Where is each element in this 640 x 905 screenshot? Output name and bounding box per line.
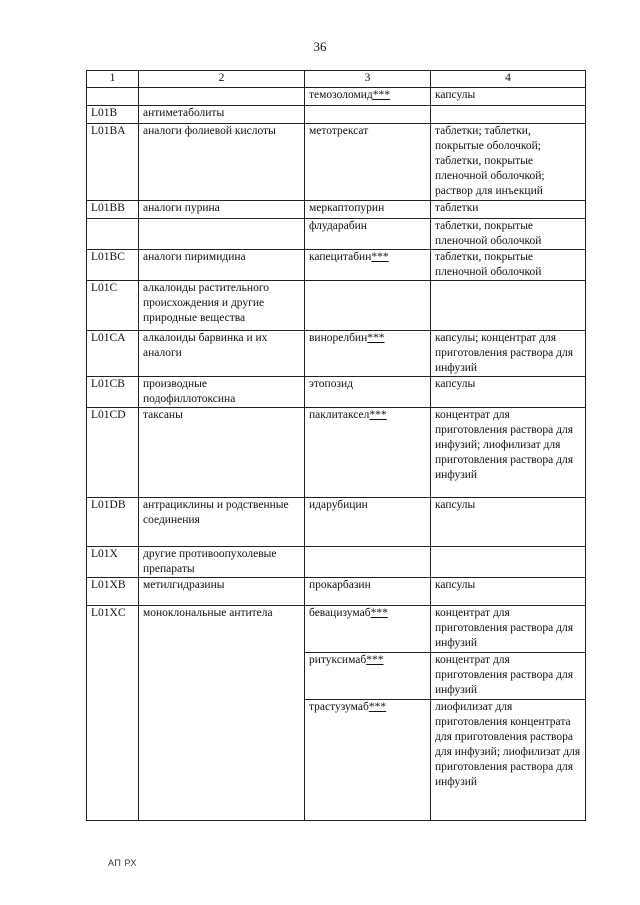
table-row [87,377,586,408]
drug-name-cell [305,408,431,498]
table-row [87,124,586,201]
pharmacological-group: моноклональные антитела [139,606,305,821]
atc-code [87,219,139,250]
atc-code: L01CD [87,408,139,498]
table-row [87,547,586,578]
drug-name-cell [305,281,431,331]
drug-name-cell [305,88,431,106]
drug-name-cell [305,106,431,124]
pharmacological-group: аналоги фолиевой кислоты [139,124,305,201]
column-header-4: 4 [431,71,586,88]
dosage-form: таблетки [431,201,586,219]
dosage-form: капсулы [431,88,586,106]
drug-name-cell [305,124,431,201]
dosage-form: капсулы [431,578,586,606]
atc-code: L01CB [87,377,139,408]
pharmacological-group: аналоги пурина [139,201,305,219]
drug-name: темозоломид [309,89,373,101]
drug-name: меркаптопурин [309,202,385,214]
table-row [87,250,586,281]
atc-code: L01XB [87,578,139,606]
atc-code [87,88,139,106]
drug-name-cell [305,201,431,219]
pharmacological-group: аналоги пиримидина [139,250,305,281]
drug-mark: *** [367,332,385,344]
table-row [87,106,586,124]
atc-code: L01CA [87,331,139,377]
drug-name: паклитаксел [309,409,370,421]
atc-code: L01BA [87,124,139,201]
drug-mark: *** [370,607,388,619]
drug-name-cell [305,700,431,821]
footer-mark: АП РХ [108,858,137,868]
drug-name-cell [305,606,431,653]
atc-code: L01B [87,106,139,124]
drug-name: капецитабин [309,251,372,263]
table-row [87,88,586,106]
column-header-2: 2 [139,71,305,88]
dosage-form [431,547,586,578]
drug-name: винорелбин [309,332,368,344]
pharmacological-group [139,88,305,106]
dosage-form: концентрат для приготовления раствора для инфузий; лиофилизат для приготовления раствора для инфузий [431,408,586,498]
drug-name-cell [305,219,431,250]
pharmacological-group: антиметаболиты [139,106,305,124]
dosage-form: капсулы; концентрат для приготовления раствора для инфузий [431,331,586,377]
drug-mark: *** [371,251,389,263]
pharmacological-group [139,219,305,250]
drug-name-cell [305,331,431,377]
drug-table [86,70,586,821]
drug-name-cell [305,250,431,281]
pharmacological-group: таксаны [139,408,305,498]
drug-name: метотрексат [309,125,369,137]
drug-name: ритуксимаб [309,654,367,666]
pharmacological-group: алкалоиды барвинка и их аналоги [139,331,305,377]
atc-code: L01DB [87,498,139,547]
atc-code: L01X [87,547,139,578]
atc-code: L01C [87,281,139,331]
dosage-form: таблетки, покрытые пленочной оболочкой [431,250,586,281]
drug-name: трастузумаб [309,701,369,713]
atc-code: L01XC [87,606,139,821]
table-header-row [87,71,586,88]
page-number: 36 [313,39,327,54]
drug-name: прокарбазин [309,579,371,591]
dosage-form: капсулы [431,498,586,547]
column-header-1: 1 [87,71,139,88]
drug-mark: *** [366,654,384,666]
drug-name: бевацизумаб [309,607,371,619]
drug-name: идарубицин [309,499,368,511]
dosage-form: таблетки, покрытые пленочной оболочкой [431,219,586,250]
atc-code: L01BC [87,250,139,281]
pharmacological-group: производные подофиллотоксина [139,377,305,408]
drug-name-cell [305,578,431,606]
table-row [87,201,586,219]
drug-name-cell [305,547,431,578]
pharmacological-group: другие противоопухолевые препараты [139,547,305,578]
table-row [87,498,586,547]
pharmacological-group: алкалоиды растительного происхождения и другие природные вещества [139,281,305,331]
drug-mark: *** [368,701,387,713]
table-row [87,281,586,331]
table-row [87,578,586,606]
pharmacological-group: антрациклины и родственные соединения [139,498,305,547]
drug-name-cell [305,377,431,408]
dosage-form [431,281,586,331]
table-row [87,408,586,498]
drug-name: этопозид [309,378,354,390]
drug-mark: *** [372,89,391,101]
dosage-form [431,106,586,124]
table-row [87,606,586,653]
column-header-3: 3 [305,71,431,88]
table-row [87,331,586,377]
dosage-form: капсулы [431,377,586,408]
dosage-form: концентрат для приготовления раствора для инфузий [431,653,586,700]
drug-name-cell [305,498,431,547]
table-row [87,219,586,250]
drug-mark: *** [369,409,387,421]
dosage-form: лиофилизат для приготовления концентрата для приготовления раствора для инфузий; лиофилизат для приготовления раствора для инфузий [431,700,586,821]
dosage-form: таблетки; таблетки, покрытые оболочкой; таблетки, покрытые пленочной оболочкой; раствор для инъекций [431,124,586,201]
drug-name-cell [305,653,431,700]
dosage-form: концентрат для приготовления раствора для инфузий [431,606,586,653]
drug-name: флударабин [309,220,367,232]
pharmacological-group: метилгидразины [139,578,305,606]
atc-code: L01BB [87,201,139,219]
